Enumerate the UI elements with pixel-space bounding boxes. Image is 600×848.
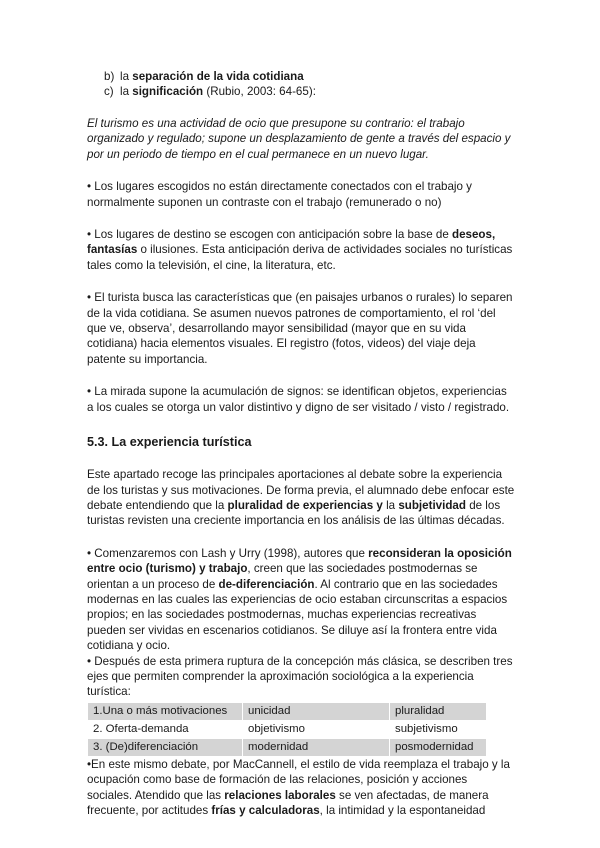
list-marker: b)	[104, 70, 115, 83]
axes-table	[87, 702, 487, 757]
bullet-paragraph: • Los lugares de destino se escogen con anticipación sobre la base de deseos, fantasías o ilusiones. Esta anticipación deriva de actividades sociales no turísticas tales como la televisión, el cine, la literatura, etc.	[87, 228, 513, 272]
table-cell: unicidad	[243, 702, 390, 720]
bullet-paragraph: • Comenzaremos con Lash y Urry (1998), autores que reconsideran la oposición entre ocio (turismo) y trabajo, creen que las sociedades postmodernas se orientan a un proceso de de-diferenciación. Al contrario que en las sociedades modernas en las cuales las experiencias de ocio estaban circunscritas a espacios propios; en las sociedades postmodernas, muchas experiencias recreativas pueden ser vividas en escenarios cotidianos. Se diluye así la frontera entre vida cotidiana y ocio.	[87, 546, 512, 653]
bullet-paragraph: • El turista busca las características que (en paisajes urbanos o rurales) lo separen de la vida cotidiana. Se asumen nuevos patrones de comportamiento, el rol ‘del que ve, observa’, desarrollando mayor sensibilidad (mayor que en su vida cotidiana) hacia elementos visuales. El registro (fotos, videos) del viaje deja patente su importancia.	[87, 291, 513, 366]
table-cell: 3. (De)diferenciación	[88, 738, 243, 756]
bold-term: separación de la vida cotidiana	[132, 70, 304, 83]
intro-paragraph: Este apartado recoge las principales aportaciones al debate sobre la experiencia de los turistas y sus motivaciones. De forma previa, el alumnado debe enfocar este debate entendiendo que la pluralidad de experiencias y la subjetividad de los turistas revisten una creciente importancia en los análisis de las últimas décadas.	[87, 468, 515, 528]
bold-term: significación	[132, 85, 204, 98]
table-cell: 2. Oferta-demanda	[88, 720, 243, 738]
document-page	[87, 69, 515, 818]
section-heading: 5.3. La experiencia turística	[87, 435, 252, 450]
bullet-paragraph: •En este mismo debate, por MacCannell, el estilo de vida reemplaza el trabajo y la ocupación como base de formación de las relaciones, posición y acciones sociales. Atendido que las relaciones laborales se ven afectadas, de manera frecuente, por actitudes frías y calculadoras, la intimidad y la espontaneidad	[87, 757, 510, 817]
table-row	[88, 720, 487, 738]
table-cell: objetivismo	[243, 720, 390, 738]
list-marker: c)	[104, 85, 114, 98]
bullet-paragraph: • La mirada supone la acumulación de signos: se identifican objetos, experiencias a los cuales se otorga un valor distintivo y digno de ser visitado / visto / registrado.	[87, 385, 510, 414]
table-row	[88, 738, 487, 756]
italic-quote: El turismo es una actividad de ocio que presupone su contrario: el trabajo organizado y regulado; supone un desplazamiento de gente a través del espacio y por un periodo de tiempo en el cual permanece en un nuevo lugar.	[87, 117, 511, 161]
table-cell: 1.Una o más motivaciones	[88, 702, 243, 720]
table-cell: subjetivismo	[390, 720, 487, 738]
table-cell: posmodernidad	[390, 738, 487, 756]
table-cell: modernidad	[243, 738, 390, 756]
table-row	[88, 702, 487, 720]
table-cell: pluralidad	[390, 702, 487, 720]
list-item-b: b) la separación de la vida cotidiana	[104, 70, 304, 83]
bullet-paragraph: • Después de esta primera ruptura de la concepción más clásica, se describen tres ejes que permiten comprender la aproximación sociológica a la experiencia turística:	[87, 654, 513, 699]
bullet-paragraph: • Los lugares escogidos no están directamente conectados con el trabajo y normalmente suponen un contraste con el trabajo (remunerado o no)	[87, 180, 472, 209]
list-item-c: c) la significación (Rubio, 2003: 64-65):	[104, 85, 316, 98]
